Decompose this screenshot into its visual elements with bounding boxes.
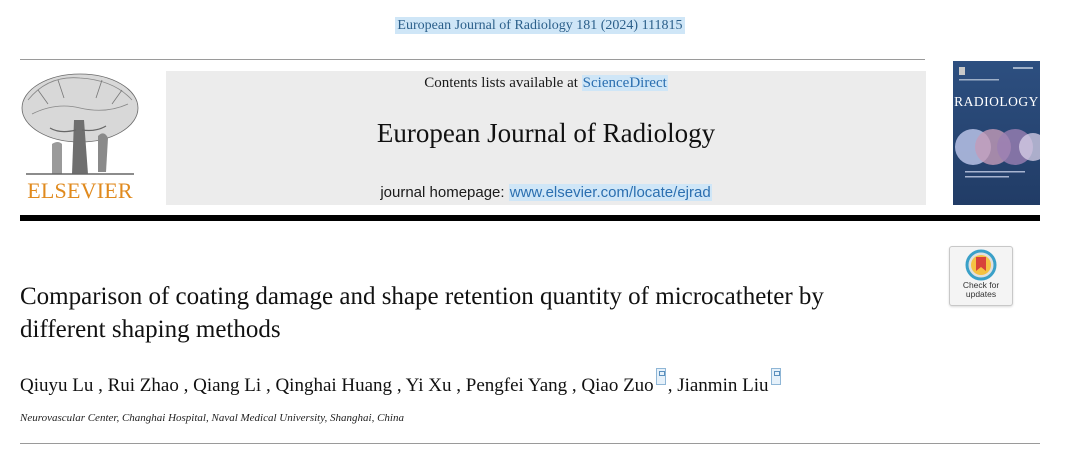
sciencedirect-link[interactable]: ScienceDirect bbox=[582, 75, 667, 91]
citation-link[interactable]: European Journal of Radiology 181 (2024) 111815 bbox=[397, 18, 683, 33]
badge-line-1: Check for bbox=[962, 280, 1000, 290]
journal-header bbox=[166, 71, 926, 205]
check-for-updates-button[interactable] bbox=[949, 246, 1013, 306]
author-name[interactable]: Qiuyu Lu bbox=[20, 375, 94, 396]
author-separator: , bbox=[667, 375, 678, 396]
article-title: Comparison of coating damage and shape retention quantity of microcatheter by different shaping methods bbox=[20, 283, 824, 343]
affiliation: Neurovascular Center, Changhai Hospital, Naval Medical University, Shanghai, China bbox=[20, 412, 404, 424]
contents-prefix: Contents lists available at bbox=[424, 75, 582, 91]
header-rule bbox=[20, 215, 1040, 221]
author-separator: , bbox=[178, 375, 194, 396]
homepage-prefix: journal homepage: bbox=[380, 184, 509, 201]
corresponding-author-icon[interactable] bbox=[771, 368, 781, 385]
check-for-updates-icon bbox=[950, 247, 1012, 281]
top-divider bbox=[20, 59, 925, 60]
author-separator: , bbox=[451, 375, 466, 396]
author-name[interactable]: Pengfei Yang bbox=[465, 375, 568, 396]
elsevier-tree-icon bbox=[18, 70, 142, 180]
author-name[interactable]: Rui Zhao bbox=[107, 375, 179, 396]
journal-title[interactable]: European Journal of Radiology bbox=[376, 118, 716, 148]
author-name[interactable]: Yi Xu bbox=[405, 375, 452, 396]
cover-title: RADIOLOGY bbox=[954, 94, 1039, 109]
citation-line[interactable] bbox=[0, 18, 1080, 34]
cover-circles-icon bbox=[953, 123, 1040, 183]
author-name[interactable]: Jianmin Liu bbox=[677, 375, 769, 396]
author-separator: , bbox=[261, 375, 276, 396]
bottom-divider bbox=[20, 443, 1040, 444]
badge-line-2: updates bbox=[965, 289, 997, 299]
author-separator: , bbox=[567, 375, 582, 396]
author-separator: , bbox=[93, 375, 108, 396]
cover-mini-logo-icon bbox=[953, 61, 1040, 91]
author-name[interactable]: Qinghai Huang bbox=[275, 375, 393, 396]
homepage-link[interactable]: www.elsevier.com/locate/ejrad bbox=[509, 184, 711, 201]
check-for-updates-label bbox=[950, 281, 1012, 299]
homepage-line bbox=[166, 184, 926, 201]
author-name[interactable]: Qiao Zuo bbox=[581, 375, 654, 396]
author-name[interactable]: Qiang Li bbox=[193, 375, 262, 396]
corresponding-author-icon[interactable] bbox=[656, 368, 666, 385]
elsevier-wordmark: ELSEVIER bbox=[27, 178, 133, 203]
journal-cover[interactable] bbox=[953, 61, 1040, 205]
contents-line bbox=[166, 75, 926, 92]
author-list bbox=[20, 368, 783, 397]
author-separator: , bbox=[392, 375, 406, 396]
